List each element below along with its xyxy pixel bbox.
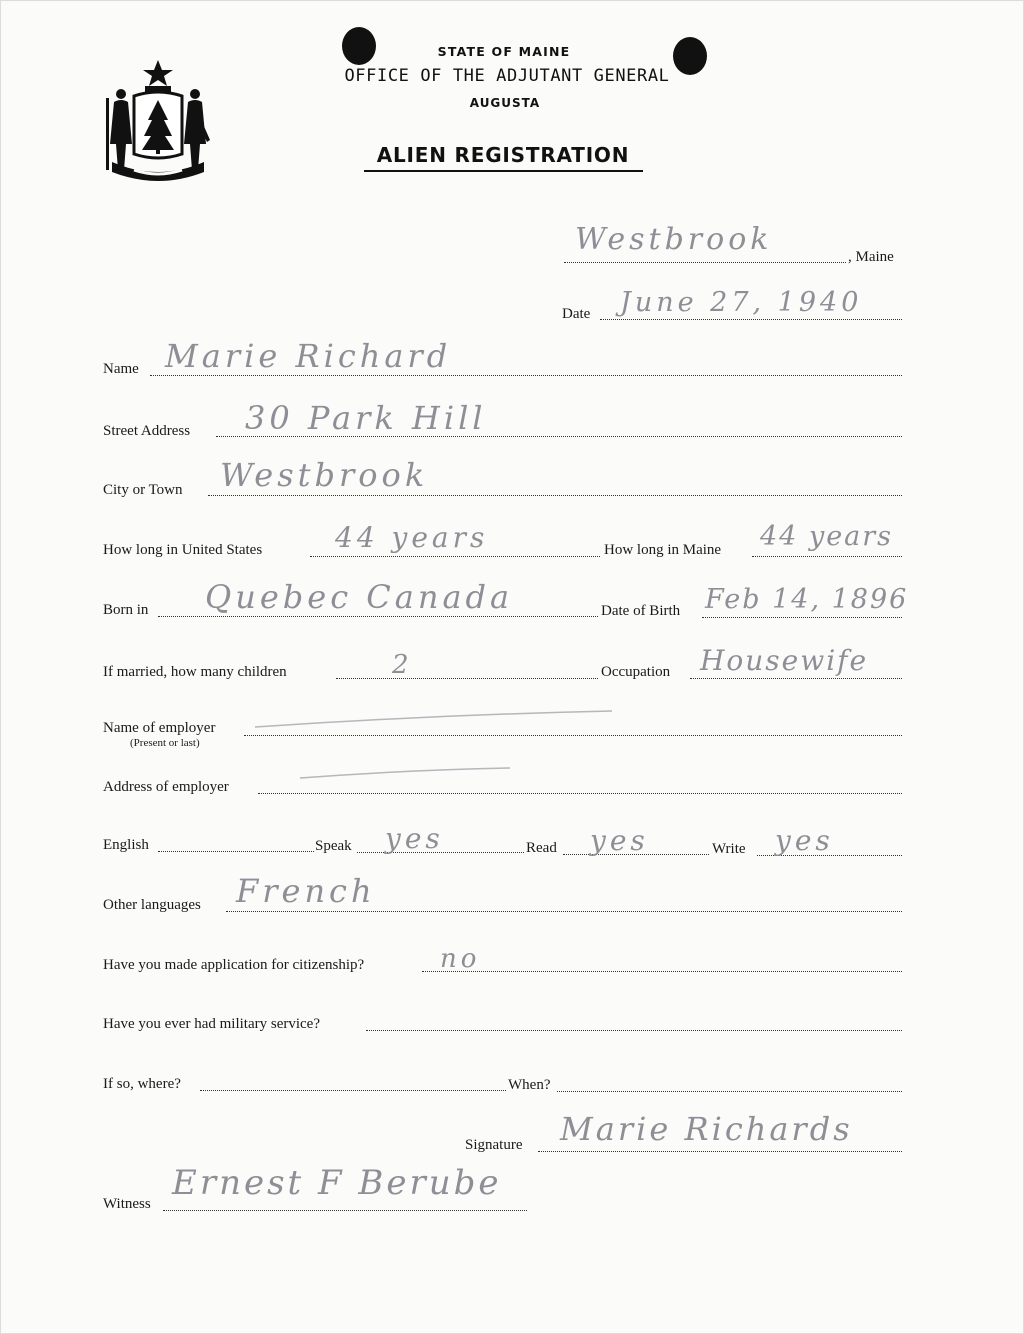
street-label: Street Address <box>103 423 191 439</box>
children-value: 2 <box>392 650 413 680</box>
english-label: English <box>103 837 149 853</box>
military-label: Have you ever had military service? <box>103 1016 320 1032</box>
military-line <box>366 1030 902 1031</box>
dob-value: Feb 14, 1896 <box>705 584 909 615</box>
citizenship-label: Have you made application for citizenship? <box>103 957 365 973</box>
speak-label: Speak <box>315 838 352 854</box>
read-label: Read <box>526 840 557 856</box>
occupation-label: Occupation <box>601 664 671 680</box>
speak-value: yes <box>385 822 444 855</box>
occupation-line <box>690 678 902 679</box>
where-line <box>200 1090 506 1091</box>
us-duration-line <box>310 556 600 557</box>
other-languages-line <box>226 911 902 912</box>
employer-label: Name of employer <box>103 720 216 736</box>
maine-duration-line <box>752 556 902 557</box>
signature-value: Marie Richards <box>560 1110 853 1148</box>
occupation-value: Housewife <box>700 644 869 677</box>
us-duration-label: How long in United States <box>103 542 263 558</box>
street-value: 30 Park Hill <box>245 399 487 437</box>
citizenship-line <box>422 971 902 972</box>
signature-label: Signature <box>465 1137 523 1153</box>
born-in-line <box>158 616 598 617</box>
city-town-label: City or Town <box>103 482 183 498</box>
maine-duration-value: 44 years <box>760 521 894 552</box>
employer-line <box>244 735 902 736</box>
witness-line <box>163 1210 527 1211</box>
header-state: STATE OF MAINE <box>437 44 571 59</box>
when-label: When? <box>508 1077 551 1093</box>
town-suffix: , Maine <box>848 249 894 265</box>
maine-state-seal-icon <box>104 58 212 184</box>
read-value: yes <box>590 824 649 857</box>
where-label: If so, where? <box>103 1076 181 1092</box>
citizenship-value: no <box>440 944 481 974</box>
date-label: Date <box>562 306 591 322</box>
punch-hole-left <box>342 27 376 65</box>
punch-hole-right <box>673 37 707 75</box>
signature-line <box>538 1151 902 1152</box>
witness-value: Ernest F Berube <box>172 1163 502 1203</box>
employer-address-stroke-mark <box>296 764 516 784</box>
name-value: Marie Richard <box>165 337 452 375</box>
dob-line <box>702 617 902 618</box>
us-duration-value: 44 years <box>335 521 489 554</box>
write-label: Write <box>712 841 746 857</box>
witness-label: Witness <box>103 1196 151 1212</box>
born-in-value: Quebec Canada <box>205 578 514 616</box>
title-underline <box>364 170 643 172</box>
children-label: If married, how many children <box>103 664 287 680</box>
employer-sublabel: (Present or last) <box>130 737 200 749</box>
other-languages-label: Other languages <box>103 897 201 913</box>
city-town-line <box>208 495 902 496</box>
employer-stroke-mark <box>250 705 620 735</box>
name-line <box>150 375 902 376</box>
born-in-label: Born in <box>103 602 149 618</box>
date-value: June 27, 1940 <box>620 287 863 318</box>
town-value: Westbrook <box>575 222 773 257</box>
name-label: Name <box>103 361 139 377</box>
header-office: OFFICE OF THE ADJUTANT GENERAL <box>344 66 670 86</box>
city-town-value: Westbrook <box>220 456 429 494</box>
maine-duration-label: How long in Maine <box>604 542 722 558</box>
children-line <box>336 678 598 679</box>
dob-label: Date of Birth <box>601 603 681 619</box>
employer-address-line <box>258 793 902 794</box>
english-line-1 <box>158 851 314 852</box>
employer-address-label: Address of employer <box>103 779 229 795</box>
other-languages-value: French <box>236 872 376 910</box>
header-city: AUGUSTA <box>469 96 541 110</box>
town-line <box>564 262 846 263</box>
form-title: ALIEN REGISTRATION <box>376 143 630 167</box>
when-line <box>557 1091 902 1092</box>
date-line <box>600 319 902 320</box>
write-value: yes <box>775 824 834 857</box>
